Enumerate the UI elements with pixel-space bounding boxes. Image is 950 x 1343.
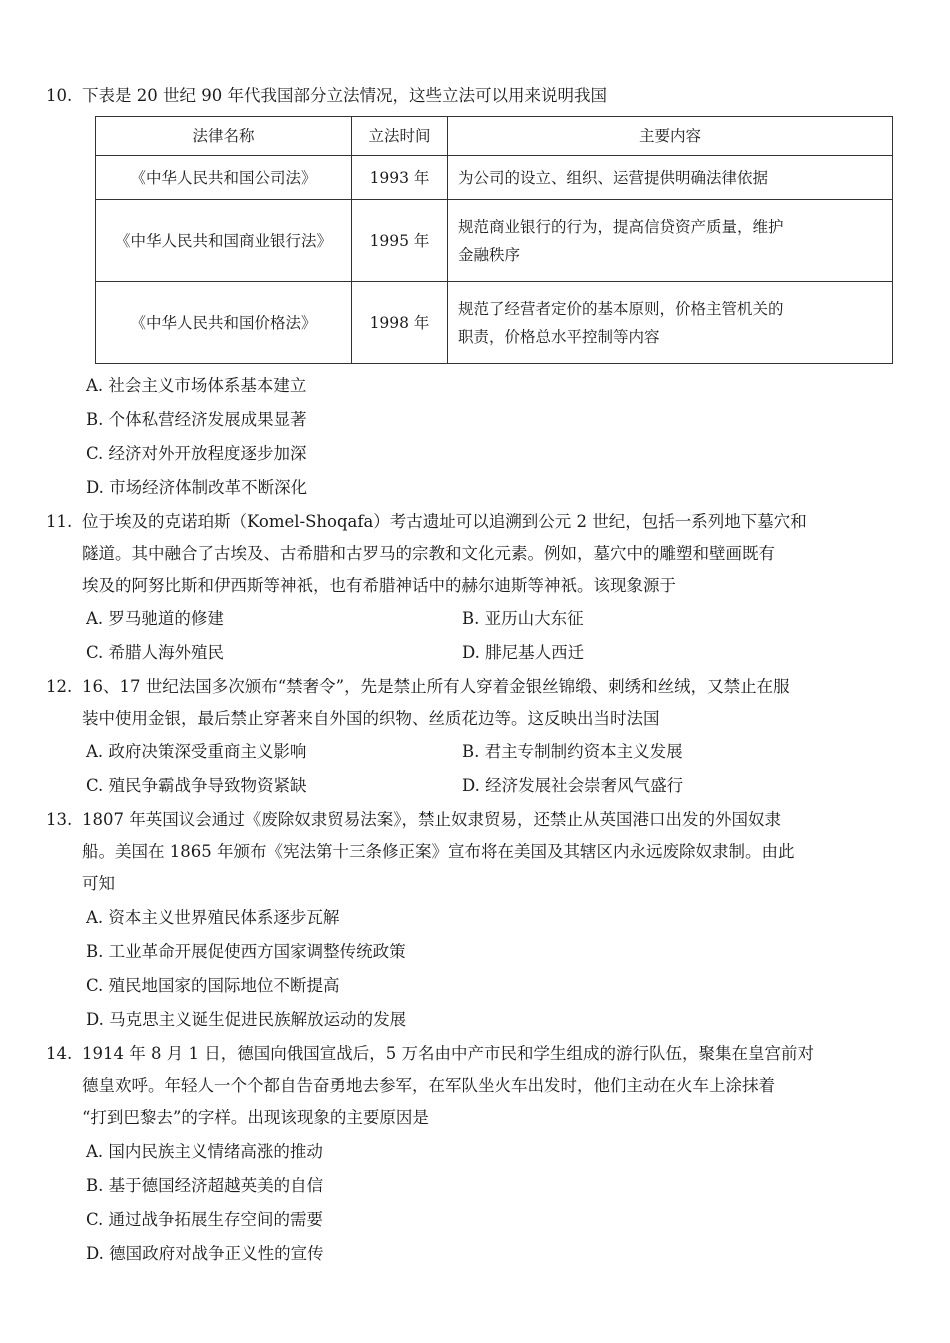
q10-option-c: C. 经济对外开放程度逐步加深 — [86, 444, 307, 463]
cell-content — [448, 282, 893, 364]
content-line: 金融秩序 — [458, 245, 521, 264]
q13-stem-line: 可知 — [82, 874, 115, 893]
q13-option-d: D. 马克思主义诞生促进民族解放运动的发展 — [86, 1010, 407, 1029]
table-row — [96, 282, 893, 364]
q13-stem-line: 1807 年英国议会通过《废除奴隶贸易法案》，禁止奴隶贸易，还禁止从英国港口出发的外国奴隶 — [82, 810, 781, 829]
table-row — [96, 200, 893, 282]
q12-option-a: A. 政府决策深受重商主义影响 — [86, 742, 307, 761]
q10-stem: 下表是 20 世纪 90 年代我国部分立法情况，这些立法可以用来说明我国 — [82, 86, 607, 105]
table-header-row — [96, 117, 893, 156]
q11-stem-line: 埃及的阿努比斯和伊西斯等神祇，也有希腊神话中的赫尔迪斯等神祇。该现象源于 — [82, 576, 676, 595]
q11-option-d: D. 腓尼基人西迁 — [462, 643, 585, 662]
q14-option-a: A. 国内民族主义情绪高涨的推动 — [86, 1142, 323, 1161]
cell-content — [448, 200, 893, 282]
q11-stem-line: 隧道。其中融合了古埃及、古希腊和古罗马的宗教和文化元素。例如，墓穴中的雕塑和壁画既有 — [82, 544, 775, 563]
q14-number: 14. — [46, 1044, 73, 1063]
q11-number: 11. — [46, 512, 73, 531]
q11-option-a: A. 罗马驰道的修建 — [86, 609, 224, 628]
q13-number: 13. — [46, 810, 73, 829]
q14-option-d: D. 德国政府对战争正义性的宣传 — [86, 1244, 324, 1263]
col-header-content: 主要内容 — [448, 117, 893, 156]
q13-option-c: C. 殖民地国家的国际地位不断提高 — [86, 976, 340, 995]
content-line: 职责，价格总水平控制等内容 — [458, 327, 660, 346]
q12-stem-line: 16、17 世纪法国多次颁布“禁奢令”，先是禁止所有人穿着金银丝锦缎、刺绣和丝绒，又禁止在服 — [82, 677, 790, 696]
q10-option-a: A. 社会主义市场体系基本建立 — [86, 376, 307, 395]
q13-stem-line: 船。美国在 1865 年颁布《宪法第十三条修正案》宣布将在美国及其辖区内永远废除奴隶制。由此 — [82, 842, 795, 861]
cell-law-name: 《中华人民共和国价格法》 — [96, 282, 352, 364]
table-row — [96, 156, 893, 200]
q12-option-d: D. 经济发展社会崇奢风气盛行 — [462, 776, 684, 795]
col-header-law-name: 法律名称 — [96, 117, 352, 156]
q12-number: 12. — [46, 677, 73, 696]
cell-year: 1993 年 — [352, 156, 448, 200]
q11-option-c: C. 希腊人海外殖民 — [86, 643, 225, 662]
q14-option-c: C. 通过战争拓展生存空间的需要 — [86, 1210, 324, 1229]
cell-law-name: 《中华人民共和国商业银行法》 — [96, 200, 352, 282]
q10-number: 10. — [46, 86, 73, 105]
q14-option-b: B. 基于德国经济超越英美的自信 — [86, 1176, 324, 1195]
content-line: 规范商业银行的行为，提高信贷资产质量，维护 — [458, 217, 784, 236]
legislation-table — [95, 116, 893, 364]
q12-option-c: C. 殖民争霸战争导致物资紧缺 — [86, 776, 307, 795]
q14-stem-line: “打到巴黎去”的字样。出现该现象的主要原因是 — [82, 1108, 429, 1127]
q10-option-b: B. 个体私营经济发展成果显著 — [86, 410, 307, 429]
content-line: 规范了经营者定价的基本原则，价格主管机关的 — [458, 299, 784, 318]
col-header-year: 立法时间 — [352, 117, 448, 156]
q11-stem-line: 位于埃及的克诺珀斯（Komel-Shoqafa）考古遗址可以追溯到公元 2 世纪，包括一系列地下墓穴和 — [82, 512, 807, 531]
q11-option-b: B. 亚历山大东征 — [462, 609, 584, 628]
q12-option-b: B. 君主专制制约资本主义发展 — [462, 742, 683, 761]
cell-law-name: 《中华人民共和国公司法》 — [96, 156, 352, 200]
q13-option-b: B. 工业革命开展促使西方国家调整传统政策 — [86, 942, 406, 961]
q12-stem-line: 装中使用金银，最后禁止穿著来自外国的织物、丝质花边等。这反映出当时法国 — [82, 709, 660, 728]
content-line: 为公司的设立、组织、运营提供明确法律依据 — [458, 168, 769, 187]
q14-stem-line: 德皇欢呼。年轻人一个个都自告奋勇地去参军，在军队坐火车出发时，他们主动在火车上涂抹着 — [82, 1076, 775, 1095]
cell-year: 1995 年 — [352, 200, 448, 282]
q14-stem-line: 1914 年 8 月 1 日，德国向俄国宣战后，5 万名由中产市民和学生组成的游行队伍，聚集在皇宫前对 — [82, 1044, 814, 1063]
q10-option-d: D. 市场经济体制改革不断深化 — [86, 478, 308, 497]
cell-year: 1998 年 — [352, 282, 448, 364]
q13-option-a: A. 资本主义世界殖民体系逐步瓦解 — [86, 908, 340, 927]
cell-content — [448, 156, 893, 200]
